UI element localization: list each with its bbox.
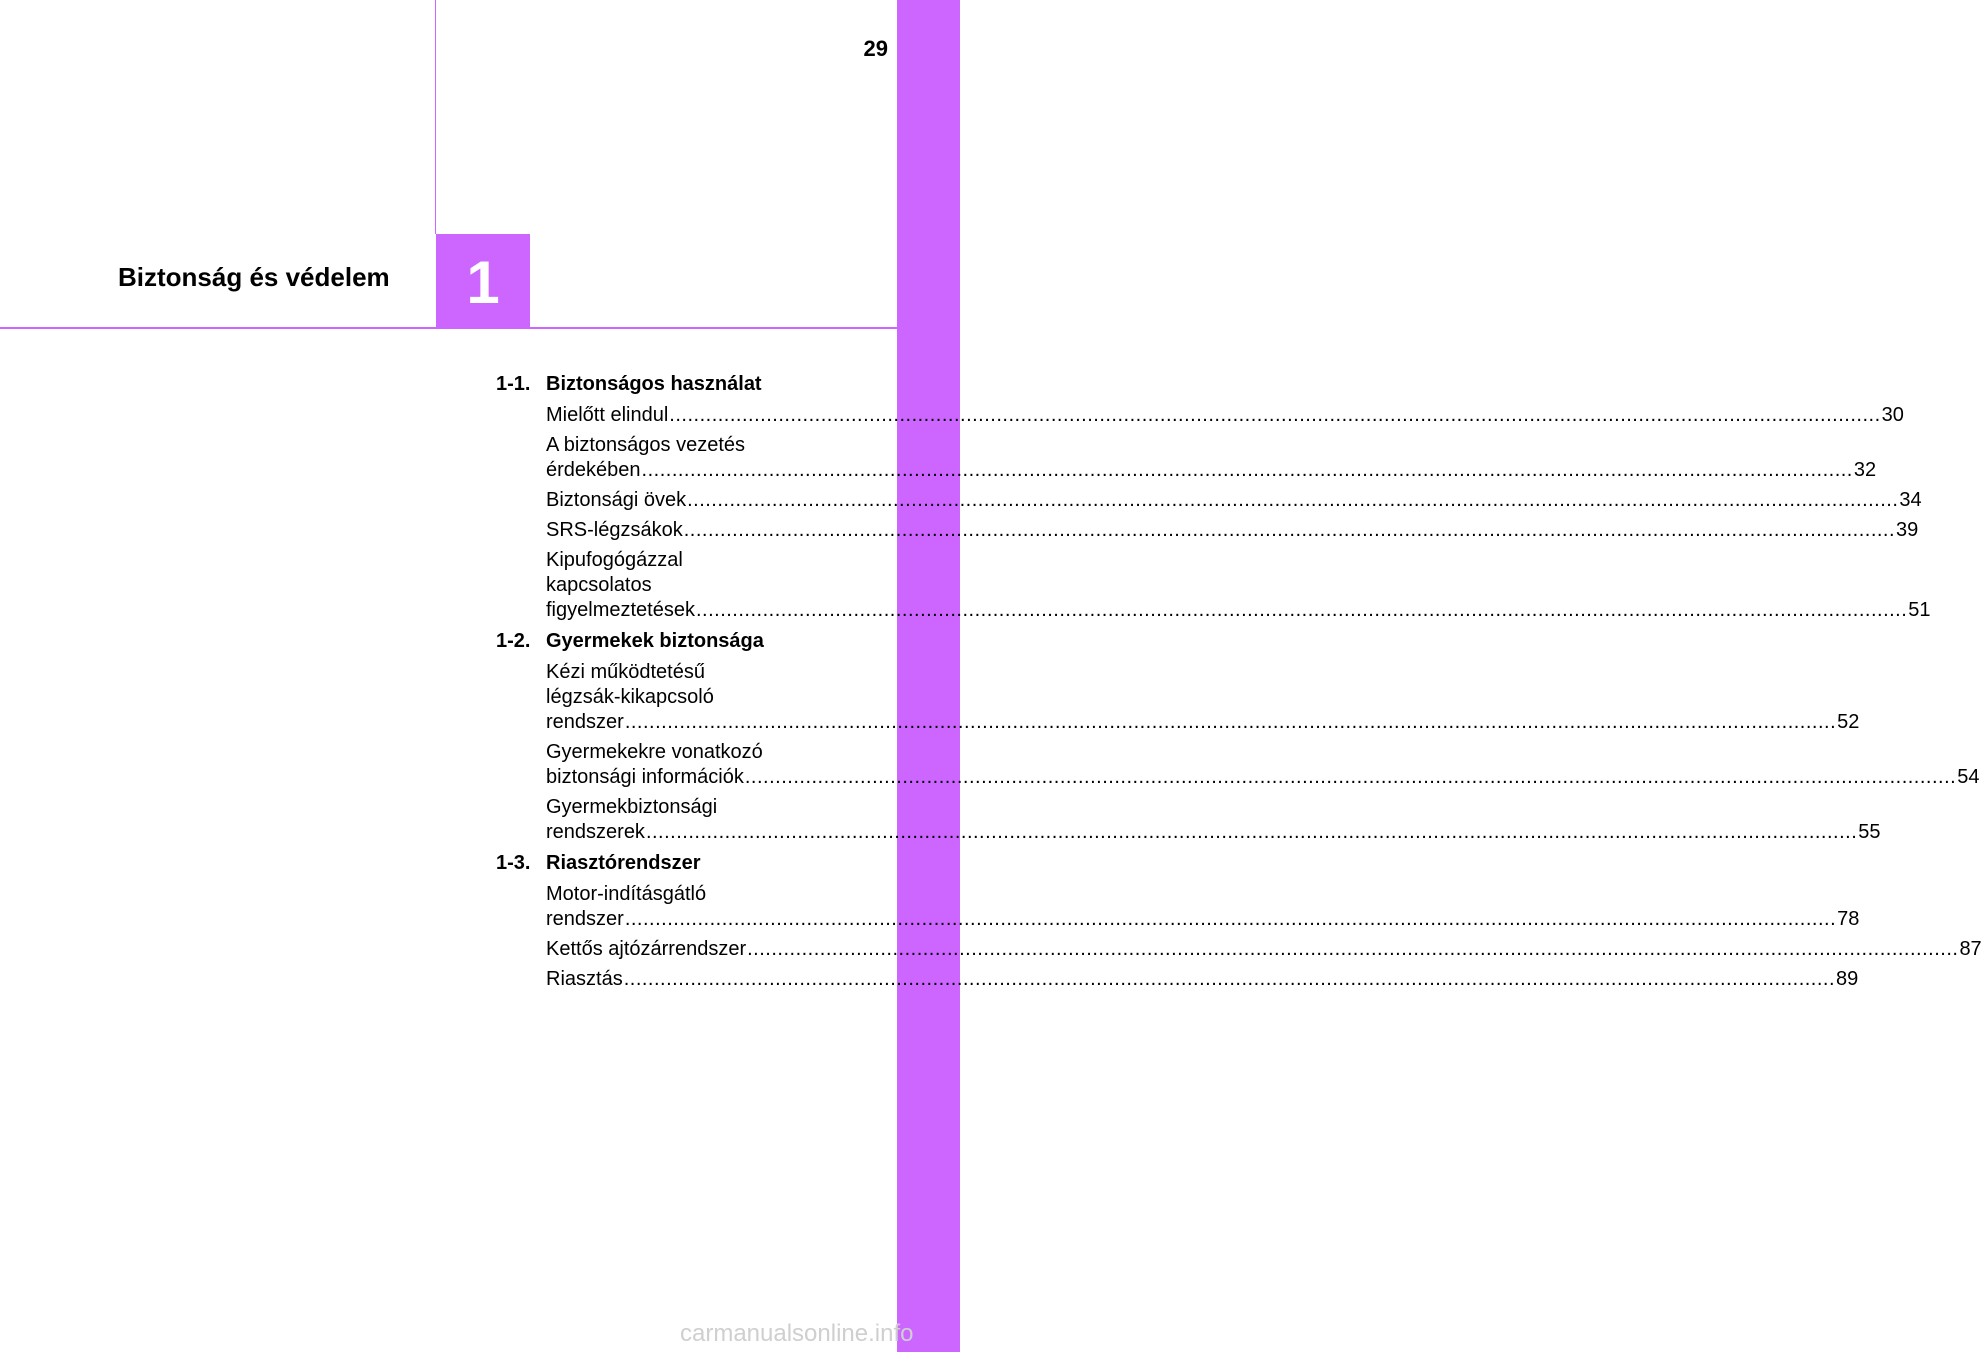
toc-entry-text: Mielőtt elindul [546, 404, 669, 426]
toc-dot-leader: ........................................................................................................................................................................................................ [747, 938, 1959, 960]
toc-entry-text: kapcsolatos [546, 574, 652, 596]
toc-dot-leader: ........................................................................................................................................................................................................ [683, 519, 1896, 541]
toc-section-number: 1-1. [496, 373, 531, 395]
toc-entry[interactable] [546, 548, 1931, 623]
toc-dot-leader: ........................................................................................................................................................................................................ [624, 908, 1837, 930]
toc-entry-text: Gyermekbiztonsági [546, 796, 718, 818]
toc-section-heading [496, 851, 836, 876]
toc-entry-text: rendszer [546, 908, 624, 930]
toc-entry-text: légzsák-kikapcsoló [546, 686, 714, 708]
toc-entry-text: érdekében [546, 459, 641, 481]
toc-entry-text: Biztonsági övek [546, 489, 687, 511]
toc-dot-leader: ........................................................................................................................................................................................................ [669, 404, 1881, 426]
toc-entry[interactable] [546, 937, 1982, 962]
toc-section-title: Gyermekek biztonsága [546, 630, 764, 652]
toc-entry-text: SRS-légzsákok [546, 519, 683, 541]
toc-entry[interactable] [546, 660, 1860, 735]
toc-entry[interactable] [546, 882, 1860, 932]
toc-entry-text: rendszerek [546, 821, 645, 843]
toc-entry-text: figyelmeztetések [546, 599, 695, 621]
toc-entry-text: Kettős ajtózárrendszer [546, 938, 747, 960]
toc-entry-text: A biztonságos vezetés [546, 434, 746, 456]
toc-entry[interactable] [546, 967, 1859, 992]
toc-page-number: 32 [1853, 459, 1877, 481]
toc-entry-text: Kézi működtetésű [546, 661, 705, 683]
toc-dot-leader: ........................................................................................................................................................................................................ [695, 599, 1908, 621]
toc-entry-text: Kipufogógázzal [546, 549, 683, 571]
toc-dot-leader: ........................................................................................................................................................................................................ [687, 489, 1899, 511]
toc-entry[interactable] [546, 795, 1881, 845]
toc-section-number: 1-2. [496, 630, 531, 652]
toc-page-number: 87 [1959, 938, 1982, 960]
watermark: carmanualsonline.info [680, 1320, 914, 1347]
toc-section-title: Riasztórendszer [546, 852, 701, 874]
chapter-side-tab [897, 0, 960, 1352]
toc-dot-leader: ........................................................................................................................................................................................................ [645, 821, 1858, 843]
toc-page-number: 39 [1896, 519, 1919, 541]
toc-page-number: 55 [1858, 821, 1881, 843]
toc-dot-leader: ........................................................................................................................................................................................................ [624, 711, 1837, 733]
chapter-number-box: 1 [436, 234, 530, 328]
vertical-rule [435, 0, 436, 234]
toc-dot-leader: ........................................................................................................................................................................................................ [623, 968, 1836, 990]
toc-page-number: 34 [1899, 489, 1922, 511]
table-of-contents [496, 372, 1982, 998]
toc-section-title: Biztonságos használat [546, 373, 762, 395]
toc-page-number: 52 [1837, 711, 1860, 733]
toc-page-number: 89 [1836, 968, 1859, 990]
toc-page-number: 51 [1908, 599, 1931, 621]
toc-section [496, 372, 1931, 623]
toc-section [496, 629, 1980, 845]
toc-section-heading [496, 372, 836, 397]
toc-entry-text: rendszer [546, 711, 624, 733]
toc-entry[interactable] [546, 518, 1919, 543]
toc-section-heading [496, 629, 836, 654]
toc-entry[interactable] [546, 403, 1904, 428]
toc-page-number: 78 [1837, 908, 1860, 930]
toc-entry-text: biztonsági információk [546, 766, 744, 788]
page-number: 29 [863, 36, 888, 61]
toc-section [496, 851, 1982, 992]
toc-dot-leader: ........................................................................................................................................................................................................ [641, 459, 1853, 481]
toc-page-number: 54 [1957, 766, 1980, 788]
toc-entry[interactable] [546, 740, 1980, 790]
toc-dot-leader: ........................................................................................................................................................................................................ [744, 766, 1957, 788]
toc-page-number: 30 [1881, 404, 1904, 426]
toc-entry[interactable] [546, 488, 1922, 513]
toc-entry-text: Motor-indításgátló [546, 883, 707, 905]
toc-section-number: 1-3. [496, 852, 531, 874]
toc-entry-text: Riasztás [546, 968, 623, 990]
toc-entry[interactable] [546, 433, 1877, 483]
chapter-title: Biztonság és védelem [118, 262, 390, 292]
toc-entry-text: Gyermekekre vonatkozó [546, 741, 763, 763]
